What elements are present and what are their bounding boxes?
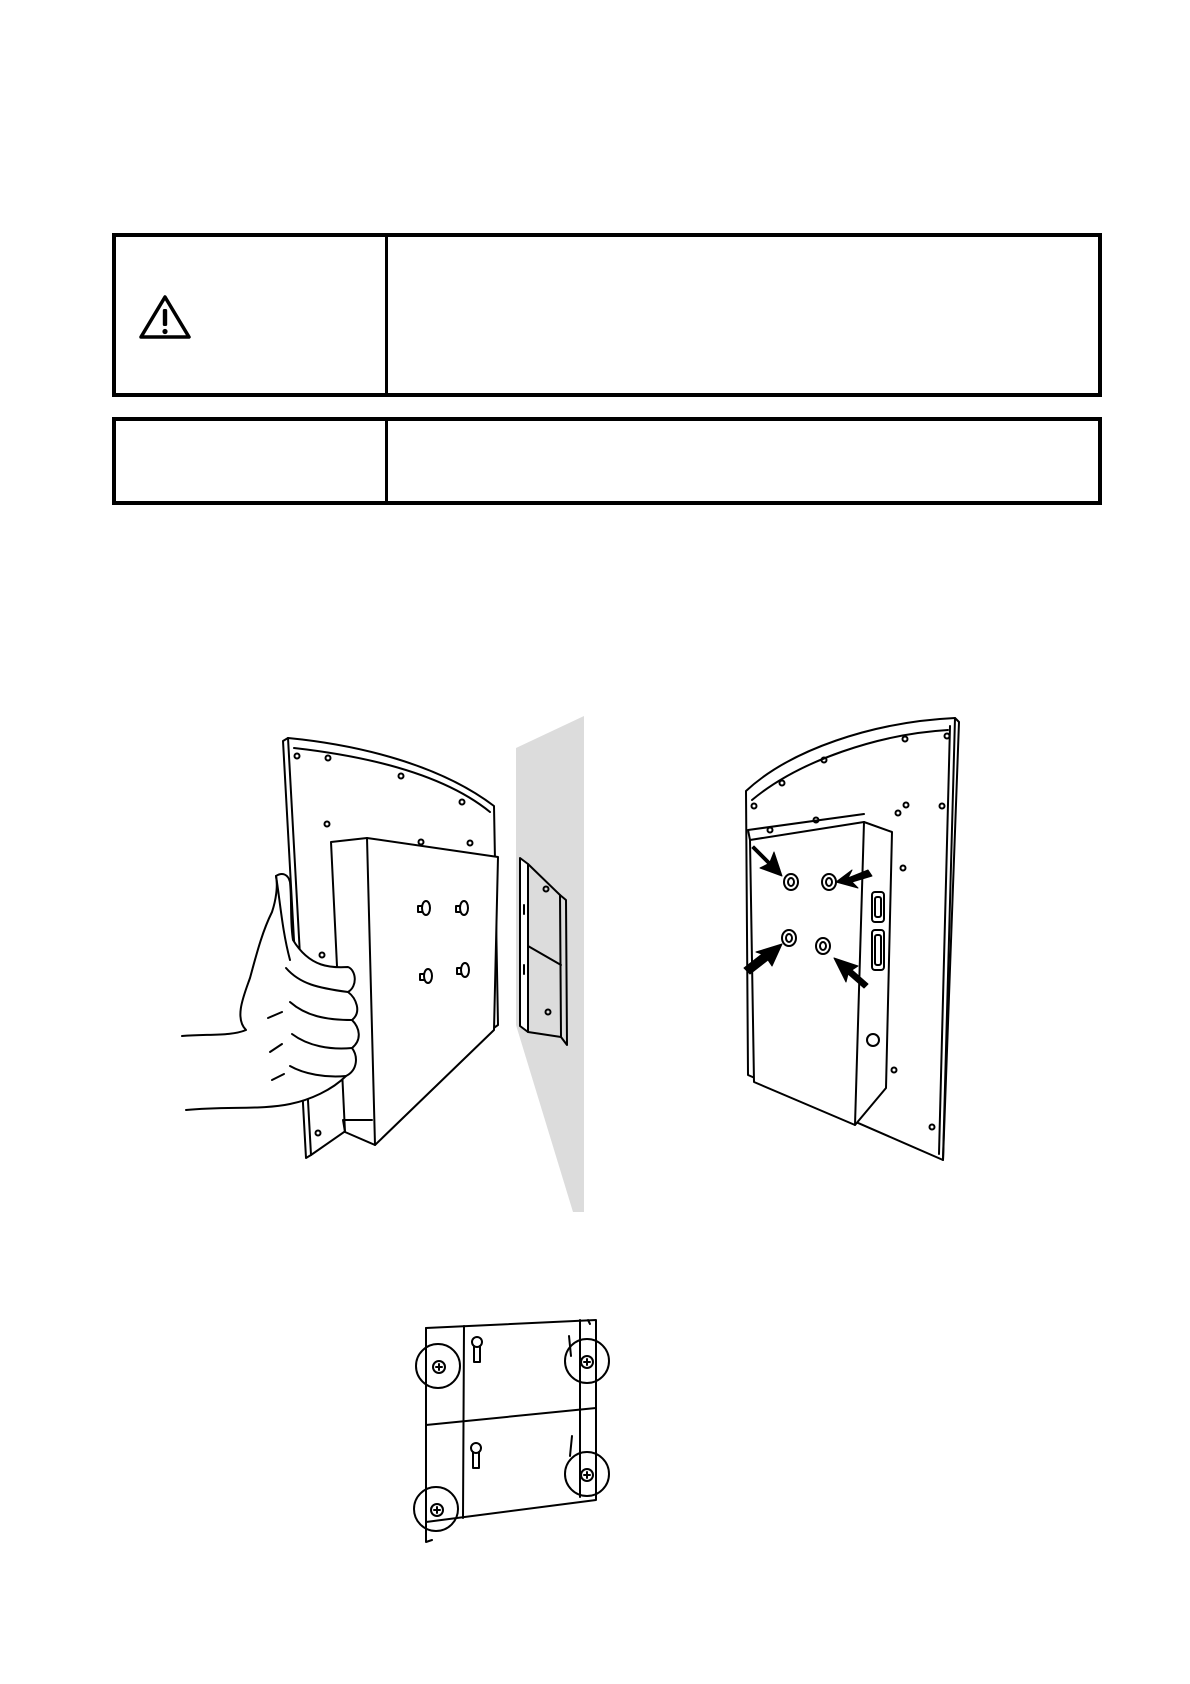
- monitor-right-icon: [744, 718, 959, 1160]
- mounting-plate-icon: [414, 1320, 609, 1542]
